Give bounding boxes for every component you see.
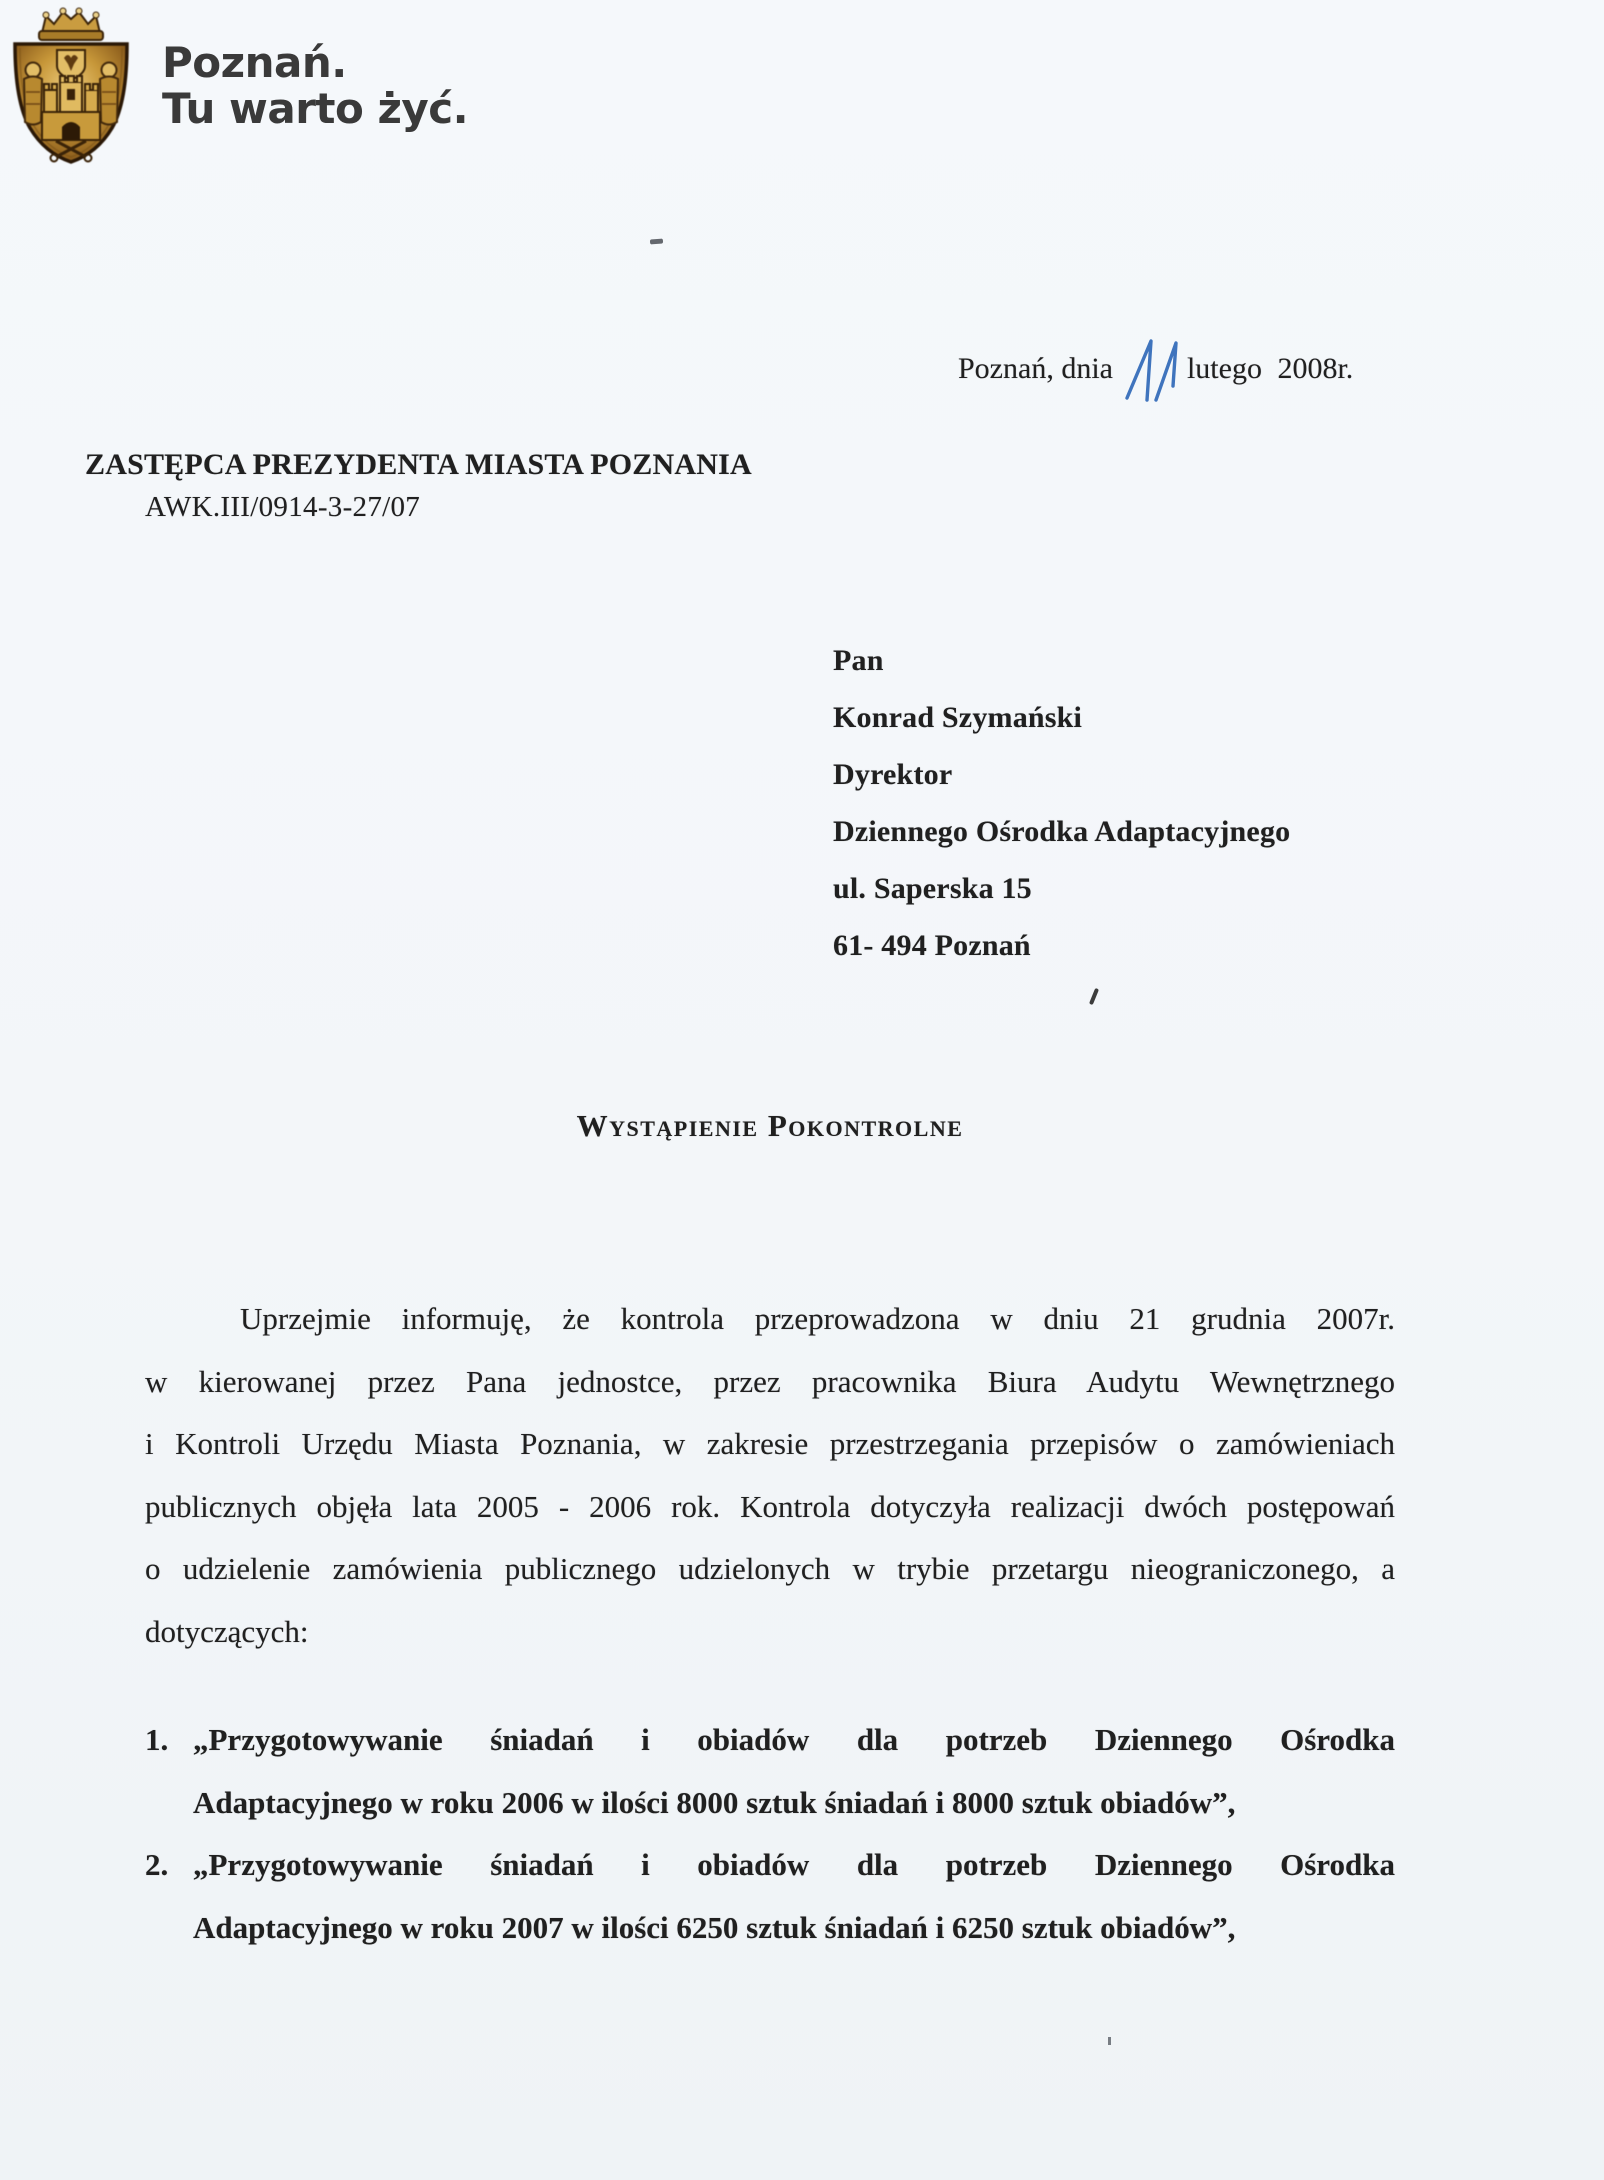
body-line: Uprzejmie informuję, że kontrola przeprowadzona w dniu 21 grudnia 2007r. <box>240 1301 1395 1336</box>
date-suffix: lutego 2008r. <box>1186 352 1354 385</box>
list-item-line: „Przygotowywanie śniadań i obiadów dla potrzeb Dziennego Ośrodka <box>193 1722 1395 1757</box>
date-prefix: Poznań, dnia <box>958 352 1113 385</box>
date-line <box>958 336 1353 386</box>
recipient-street: ul. Saperska 15 <box>833 872 1032 905</box>
saint-figure-left <box>24 63 42 125</box>
body-line: w kierowanej przez Pana jednostce, przez pracownika Biura Audytu Wewnętrznego <box>145 1363 1395 1399</box>
list-item-number: 2. <box>145 1847 169 1882</box>
document-title: Wystąpienie Pokontrolne <box>576 1108 964 1143</box>
body-line: i Kontroli Urzędu Miasta Poznania, w zakresie przestrzegania przepisów o zamówieniach <box>145 1426 1395 1461</box>
scan-artifact-speck <box>1108 2037 1111 2045</box>
list-item-line: Adaptacyjnego w roku 2006 w ilości 8000 sztuk śniadań i 8000 sztuk obiadów”, <box>193 1784 1236 1820</box>
recipient-block <box>833 632 1290 974</box>
recipient-position: Dyrektor <box>833 758 953 791</box>
body-paragraph <box>145 1288 1395 1663</box>
recipient-city: 61- 494 Poznań <box>833 929 1031 962</box>
list-item <box>145 1834 1395 1959</box>
recipient-organization: Dziennego Ośrodka Adaptacyjnego <box>833 815 1291 848</box>
scan-artifact-apostrophe <box>1089 988 1099 1005</box>
sender-title: ZASTĘPCA PREZYDENTA MIASTA POZNANIA <box>85 448 752 481</box>
list-item-line: Adaptacyjnego w roku 2007 w ilości 6250 sztuk śniadań i 6250 sztuk obiadów”, <box>193 1909 1236 1945</box>
poznan-coat-of-arms-icon <box>6 6 136 166</box>
body-line: dotyczących: <box>145 1613 309 1649</box>
scan-artifact-dash <box>650 239 663 245</box>
logo-line-1: Poznań. <box>162 38 347 87</box>
crown-icon <box>39 8 103 40</box>
recipient-salutation: Pan <box>833 644 884 677</box>
recipient-name: Konrad Szymański <box>833 701 1083 734</box>
handwritten-day-value <box>1123 402 1124 403</box>
numbered-list <box>145 1709 1395 1959</box>
list-item-number: 1. <box>145 1722 169 1757</box>
sender-block <box>85 448 752 524</box>
list-item-body <box>193 1709 1395 1834</box>
body-line: o udzielenie zamówienia publicznego udzielonych w trybie przetargu nieograniczonego, a <box>145 1551 1395 1586</box>
logo-line-2: Tu warto żyć. <box>162 84 469 133</box>
list-item-line: „Przygotowywanie śniadań i obiadów dla potrzeb Dziennego Ośrodka <box>193 1847 1395 1882</box>
handwritten-day <box>1123 336 1181 402</box>
list-item <box>145 1709 1395 1834</box>
list-item-body <box>193 1834 1395 1959</box>
saint-figure-right <box>100 63 118 125</box>
city-brand-logo <box>162 40 468 132</box>
reference-number: AWK.III/0914-3-27/07 <box>145 491 421 523</box>
body-line: publicznych objęła lata 2005 - 2006 rok. Kontrola dotyczyła realizacji dwóch postępowań <box>145 1488 1395 1524</box>
